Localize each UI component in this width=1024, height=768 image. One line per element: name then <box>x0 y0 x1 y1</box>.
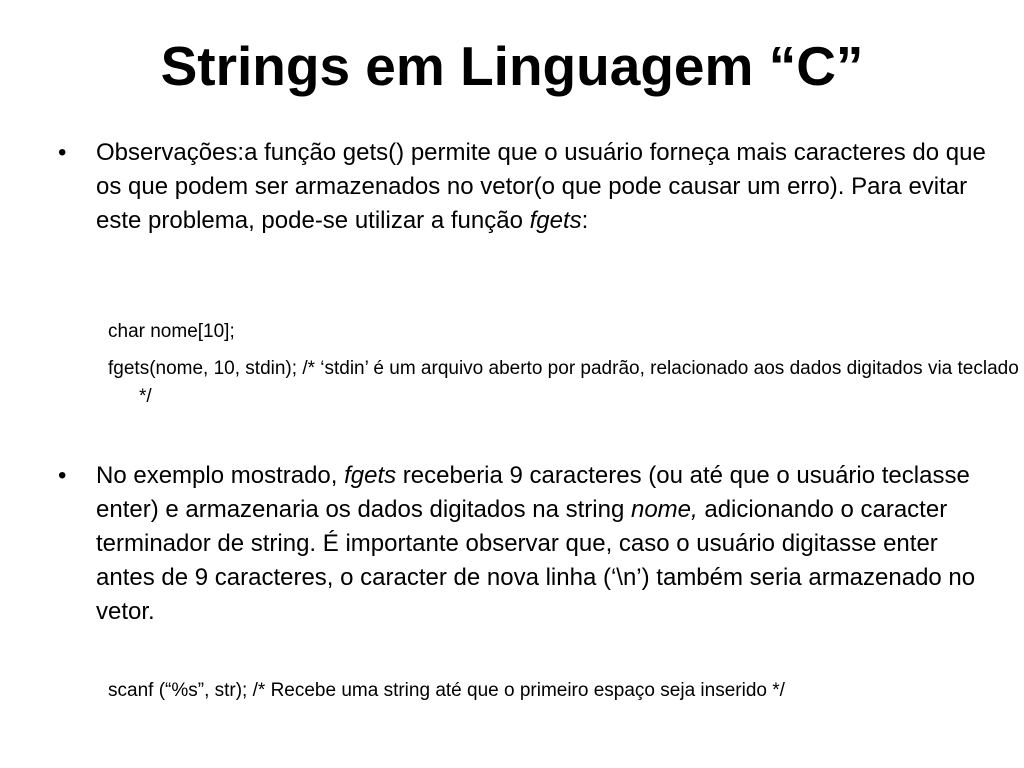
bullet-text <box>96 136 996 238</box>
bullet-text-segment: receberia 9 caracteres (ou até que o usuário teclasse enter) e armazenaria os dados digitados na string <box>96 462 970 523</box>
bullet-text <box>96 459 996 629</box>
code-line-scanf: scanf (“%s”, str); /* Recebe uma string até que o primeiro espaço seja inserido */ <box>108 680 785 701</box>
bullet-marker: • <box>58 139 67 166</box>
code-line-declaration: char nome[10]; <box>108 321 235 342</box>
slide-title: Strings em Linguagem “C” <box>160 35 864 97</box>
italic-term: fgets <box>344 462 397 489</box>
italic-term: fgets <box>529 207 582 234</box>
bullet-text-segment: No exemplo mostrado, <box>96 462 345 489</box>
bullet-text-segment: Observações:a função gets() permite que o usuário forneça mais caracteres do que os que podem ser armazenados no vetor(o que pode causar um erro). Para evitar este problema, pode-se utilizar a função <box>96 139 986 234</box>
bullet-text-segment: : <box>581 207 589 234</box>
code-line-fgets: fgets(nome, 10, stdin); /* ‘stdin’ é um arquivo aberto por padrão, relacionado aos dados digitados via teclado */ <box>108 358 1019 407</box>
bullet-text-segment: adicionando o caracter terminador de string. É importante observar que, caso o usuário digitasse enter antes de 9 caracteres, o caracter de nova linha (‘\n’) também seria armazenado no vetor. <box>96 496 976 625</box>
bullet-marker: • <box>58 462 67 489</box>
italic-term: nome, <box>630 496 698 523</box>
